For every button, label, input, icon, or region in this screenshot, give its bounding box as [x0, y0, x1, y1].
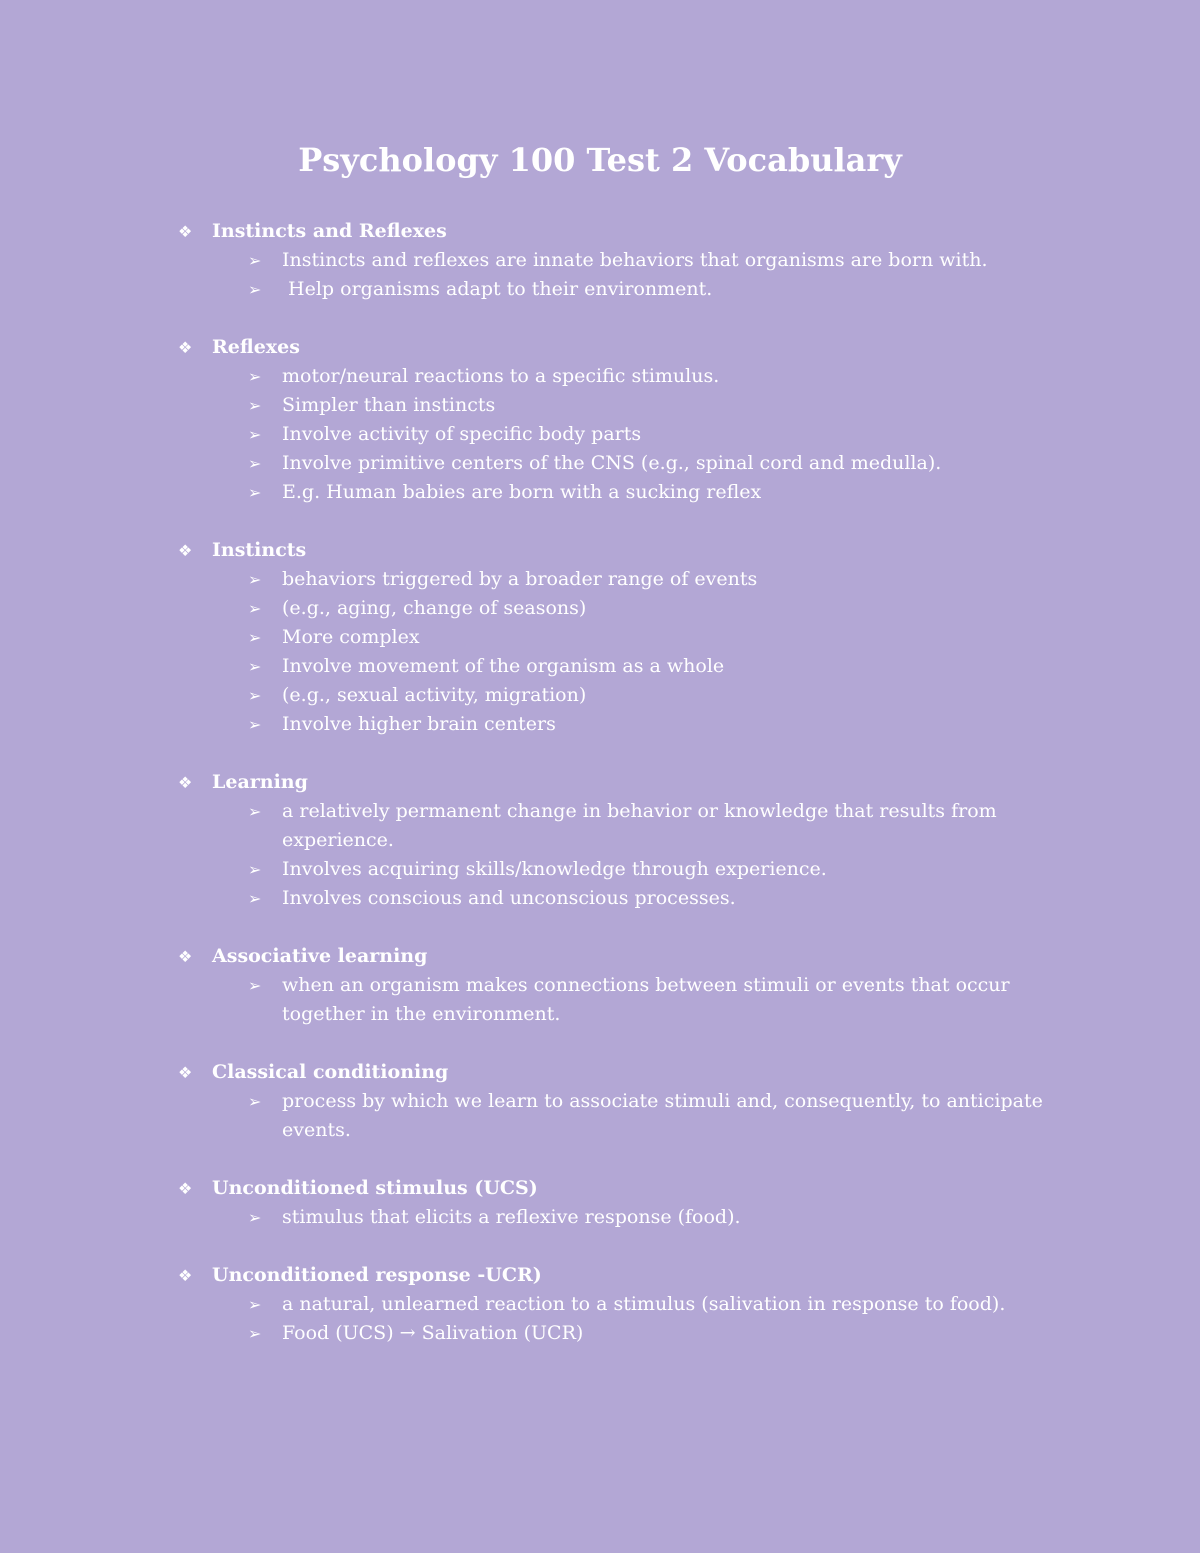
list-item	[248, 565, 1078, 594]
list-item	[248, 652, 1078, 681]
item-text: a relatively permanent change in behavior or knowledge that results from experience.	[282, 800, 997, 851]
section-items	[178, 971, 1078, 1029]
section-heading-row	[178, 1261, 1078, 1290]
item-text: Involves conscious and unconscious processes.	[282, 887, 736, 909]
list-item	[248, 1203, 1078, 1232]
item-text: Instincts and reflexes are innate behaviors that organisms are born with.	[282, 249, 988, 271]
item-text: motor/neural reactions to a specific stimulus.	[282, 365, 720, 387]
section-heading-row	[178, 1058, 1078, 1087]
list-item	[248, 884, 1078, 913]
item-text: Simpler than instincts	[282, 394, 496, 416]
arrow-bullet-icon: ➢	[248, 1324, 262, 1343]
arrow-bullet-icon: ➢	[248, 715, 262, 734]
item-text: behaviors triggered by a broader range of events	[282, 568, 758, 590]
section-heading: Classical conditioning	[212, 1061, 449, 1083]
diamond-bullet-icon: ❖	[178, 338, 193, 357]
arrow-bullet-icon: ➢	[248, 1208, 262, 1227]
section-heading-row	[178, 768, 1078, 797]
section-items	[178, 362, 1078, 507]
arrow-bullet-icon: ➢	[248, 889, 262, 908]
item-text: Help organisms adapt to their environment.	[282, 278, 713, 300]
section-unconditioned-response	[178, 1261, 1078, 1348]
section-learning	[178, 768, 1078, 913]
list-item	[248, 681, 1078, 710]
item-text: Involve activity of specific body parts	[282, 423, 642, 445]
section-heading: Unconditioned stimulus (UCS)	[212, 1177, 538, 1199]
section-heading-row	[178, 942, 1078, 971]
list-item	[248, 855, 1078, 884]
page-title: Psychology 100 Test 2 Vocabulary	[298, 141, 902, 179]
section-items	[178, 1087, 1078, 1145]
section-items	[178, 797, 1078, 913]
item-text: when an organism makes connections between stimuli or events that occur together in the environment.	[282, 974, 1010, 1025]
vocabulary-list	[178, 217, 1078, 1377]
arrow-bullet-icon: ➢	[248, 686, 262, 705]
arrow-bullet-icon: ➢	[248, 367, 262, 386]
item-text: Involves acquiring skills/knowledge through experience.	[282, 858, 827, 880]
arrow-bullet-icon: ➢	[248, 251, 262, 270]
item-text: process by which we learn to associate stimuli and, consequently, to anticipate events.	[282, 1090, 1043, 1141]
list-item	[248, 420, 1078, 449]
list-item	[248, 1290, 1078, 1319]
list-item	[248, 449, 1078, 478]
section-heading: Reflexes	[212, 336, 300, 358]
arrow-bullet-icon: ➢	[248, 570, 262, 589]
section-items	[178, 1203, 1078, 1232]
section-classical-conditioning	[178, 1058, 1078, 1145]
section-reflexes	[178, 333, 1078, 507]
item-text: Involve primitive centers of the CNS (e.g., spinal cord and medulla).	[282, 452, 942, 474]
diamond-bullet-icon: ❖	[178, 222, 193, 241]
arrow-bullet-icon: ➢	[248, 396, 262, 415]
arrow-bullet-icon: ➢	[248, 599, 262, 618]
list-item	[248, 1319, 1078, 1348]
section-heading: Unconditioned response -UCR)	[212, 1264, 542, 1286]
diamond-bullet-icon: ❖	[178, 1063, 193, 1082]
item-text: Food (UCS) → Salivation (UCR)	[282, 1322, 584, 1344]
item-text: E.g. Human babies are born with a sucking reflex	[282, 481, 762, 503]
arrow-bullet-icon: ➢	[248, 1295, 262, 1314]
list-item	[248, 391, 1078, 420]
item-text: Involve movement of the organism as a whole	[282, 655, 725, 677]
list-item	[248, 797, 1078, 855]
item-text: a natural, unlearned reaction to a stimulus (salivation in response to food).	[282, 1293, 1006, 1315]
section-heading-row	[178, 536, 1078, 565]
arrow-bullet-icon: ➢	[248, 425, 262, 444]
list-item	[248, 362, 1078, 391]
item-text: (e.g., sexual activity, migration)	[282, 684, 587, 706]
diamond-bullet-icon: ❖	[178, 541, 193, 560]
list-item	[248, 623, 1078, 652]
list-item	[248, 275, 1078, 304]
section-heading-row	[178, 217, 1078, 246]
section-items	[178, 565, 1078, 739]
item-text: (e.g., aging, change of seasons)	[282, 597, 587, 619]
section-items	[178, 246, 1078, 304]
diamond-bullet-icon: ❖	[178, 1179, 193, 1198]
list-item	[248, 1087, 1078, 1145]
section-associative-learning	[178, 942, 1078, 1029]
list-item	[248, 971, 1078, 1029]
list-item	[248, 478, 1078, 507]
item-text: Involve higher brain centers	[282, 713, 556, 735]
arrow-bullet-icon: ➢	[248, 454, 262, 473]
item-text: More complex	[282, 626, 420, 648]
section-instincts-and-reflexes	[178, 217, 1078, 304]
item-text: stimulus that elicits a reflexive response (food).	[282, 1206, 741, 1228]
list-item	[248, 710, 1078, 739]
diamond-bullet-icon: ❖	[178, 773, 193, 792]
arrow-bullet-icon: ➢	[248, 483, 262, 502]
arrow-bullet-icon: ➢	[248, 628, 262, 647]
list-item	[248, 594, 1078, 623]
diamond-bullet-icon: ❖	[178, 947, 193, 966]
arrow-bullet-icon: ➢	[248, 976, 262, 995]
section-heading-row	[178, 333, 1078, 362]
diamond-bullet-icon: ❖	[178, 1266, 193, 1285]
arrow-bullet-icon: ➢	[248, 657, 262, 676]
arrow-bullet-icon: ➢	[248, 802, 262, 821]
section-heading: Associative learning	[212, 945, 428, 967]
section-heading: Instincts and Reflexes	[212, 220, 447, 242]
arrow-bullet-icon: ➢	[248, 860, 262, 879]
arrow-bullet-icon: ➢	[248, 280, 262, 299]
section-heading: Instincts	[212, 539, 307, 561]
section-heading-row	[178, 1174, 1078, 1203]
section-instincts	[178, 536, 1078, 739]
arrow-bullet-icon: ➢	[248, 1092, 262, 1111]
section-heading: Learning	[212, 771, 308, 793]
list-item	[248, 246, 1078, 275]
section-unconditioned-stimulus	[178, 1174, 1078, 1232]
section-items	[178, 1290, 1078, 1348]
